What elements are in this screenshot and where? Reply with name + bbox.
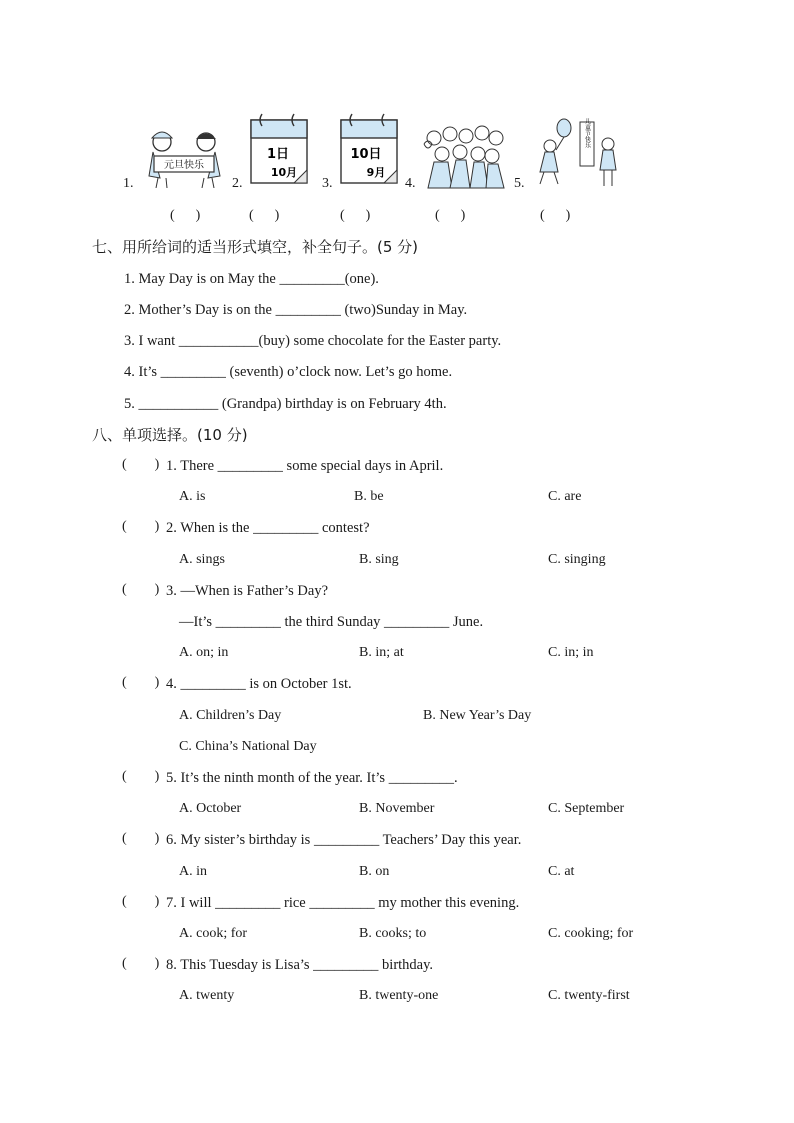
- picture-answer-blank[interactable]: ( ): [340, 208, 371, 223]
- question-text: 4. _________ is on October 1st.: [166, 676, 352, 692]
- picture-answer-blank[interactable]: ( ): [249, 208, 280, 223]
- answer-blank[interactable]: ( ): [122, 675, 160, 690]
- picture-number: 1.: [123, 176, 134, 191]
- fill-in-item[interactable]: 5. ___________ (Grandpa) birthday is on February 4th.: [124, 396, 447, 412]
- picture-number: 3.: [322, 176, 333, 191]
- option-b[interactable]: B. twenty-one: [359, 988, 439, 1003]
- answer-blank[interactable]: ( ): [122, 831, 160, 846]
- banner-text: 儿童节快乐: [583, 118, 591, 148]
- option-b[interactable]: B. cooks; to: [359, 926, 427, 941]
- picture-number: 4.: [405, 176, 416, 191]
- picture-number: 5.: [514, 176, 525, 191]
- answer-blank[interactable]: ( ): [122, 769, 160, 784]
- calendar-icon: [248, 110, 310, 186]
- option-a[interactable]: A. in: [179, 864, 207, 879]
- fill-in-item[interactable]: 1. May Day is on May the _________(one).: [124, 271, 379, 287]
- option-a[interactable]: A. twenty: [179, 988, 235, 1003]
- option-a[interactable]: A. Children’s Day: [179, 708, 282, 723]
- option-b[interactable]: B. sing: [359, 552, 399, 567]
- fill-in-item[interactable]: 4. It’s _________ (seventh) o’clock now. Let’s go home.: [124, 364, 453, 380]
- question-text: 1. There _________ some special days in April.: [166, 458, 444, 474]
- option-a[interactable]: A. is: [179, 489, 206, 504]
- option-b[interactable]: B. in; at: [359, 645, 404, 660]
- banner-text: 元旦快乐: [164, 160, 204, 171]
- answer-blank[interactable]: ( ): [122, 457, 160, 472]
- option-b[interactable]: B. on: [359, 864, 390, 879]
- question-text: 3. —When is Father’s Day?: [166, 583, 329, 599]
- option-c[interactable]: C. twenty-first: [548, 988, 630, 1003]
- option-b[interactable]: B. November: [359, 801, 435, 816]
- question-text-line-2: —It’s _________ the third Sunday _________ June.: [179, 614, 484, 630]
- option-c[interactable]: C. China’s National Day: [179, 739, 317, 754]
- childrens-day-icon: [534, 118, 620, 190]
- question-text: 6. My sister’s birthday is _________ Teachers’ Day this year.: [166, 832, 522, 848]
- option-c[interactable]: C. are: [548, 489, 582, 504]
- option-c[interactable]: C. at: [548, 864, 575, 879]
- calendar-day: 1日: [266, 147, 290, 162]
- question-text: 2. When is the _________ contest?: [166, 520, 370, 536]
- calendar-month: 9月: [366, 166, 386, 179]
- option-b[interactable]: B. be: [354, 489, 384, 504]
- option-a[interactable]: A. cook; for: [179, 926, 248, 941]
- answer-blank[interactable]: ( ): [122, 956, 160, 971]
- answer-blank[interactable]: ( ): [122, 519, 160, 534]
- answer-blank[interactable]: ( ): [122, 894, 160, 909]
- fill-in-item[interactable]: 2. Mother’s Day is on the _________ (two)Sunday in May.: [124, 302, 468, 318]
- option-a[interactable]: A. on; in: [179, 645, 229, 660]
- question-text: 5. It’s the ninth month of the year. It’s _________.: [166, 770, 458, 786]
- calendar-icon: [338, 110, 400, 186]
- group-of-girls-icon: [420, 124, 506, 190]
- calendar-month: 10月: [270, 166, 298, 179]
- question-text: 7. I will _________ rice _________ my mother this evening.: [166, 895, 520, 911]
- section-7-title: 七、用所给词的适当形式填空，补全句子。(5 分): [92, 238, 419, 256]
- option-a[interactable]: A. October: [179, 801, 242, 816]
- option-c[interactable]: C. in; in: [548, 645, 594, 660]
- option-c[interactable]: C. September: [548, 801, 625, 816]
- new-year-kids-icon: [140, 126, 228, 188]
- option-c[interactable]: C. cooking; for: [548, 926, 634, 941]
- question-text: 8. This Tuesday is Lisa’s _________ birthday.: [166, 957, 434, 973]
- option-a[interactable]: A. sings: [179, 552, 225, 567]
- picture-answer-blank[interactable]: ( ): [540, 208, 571, 223]
- section-8-title: 八、单项选择。(10 分): [92, 426, 248, 444]
- picture-number: 2.: [232, 176, 243, 191]
- calendar-day: 10日: [350, 147, 382, 162]
- option-b[interactable]: B. New Year’s Day: [423, 708, 532, 723]
- fill-in-item[interactable]: 3. I want ___________(buy) some chocolate for the Easter party.: [124, 333, 502, 349]
- answer-blank[interactable]: ( ): [122, 582, 160, 597]
- option-c[interactable]: C. singing: [548, 552, 606, 567]
- picture-answer-blank[interactable]: ( ): [435, 208, 466, 223]
- picture-answer-blank[interactable]: ( ): [170, 208, 201, 223]
